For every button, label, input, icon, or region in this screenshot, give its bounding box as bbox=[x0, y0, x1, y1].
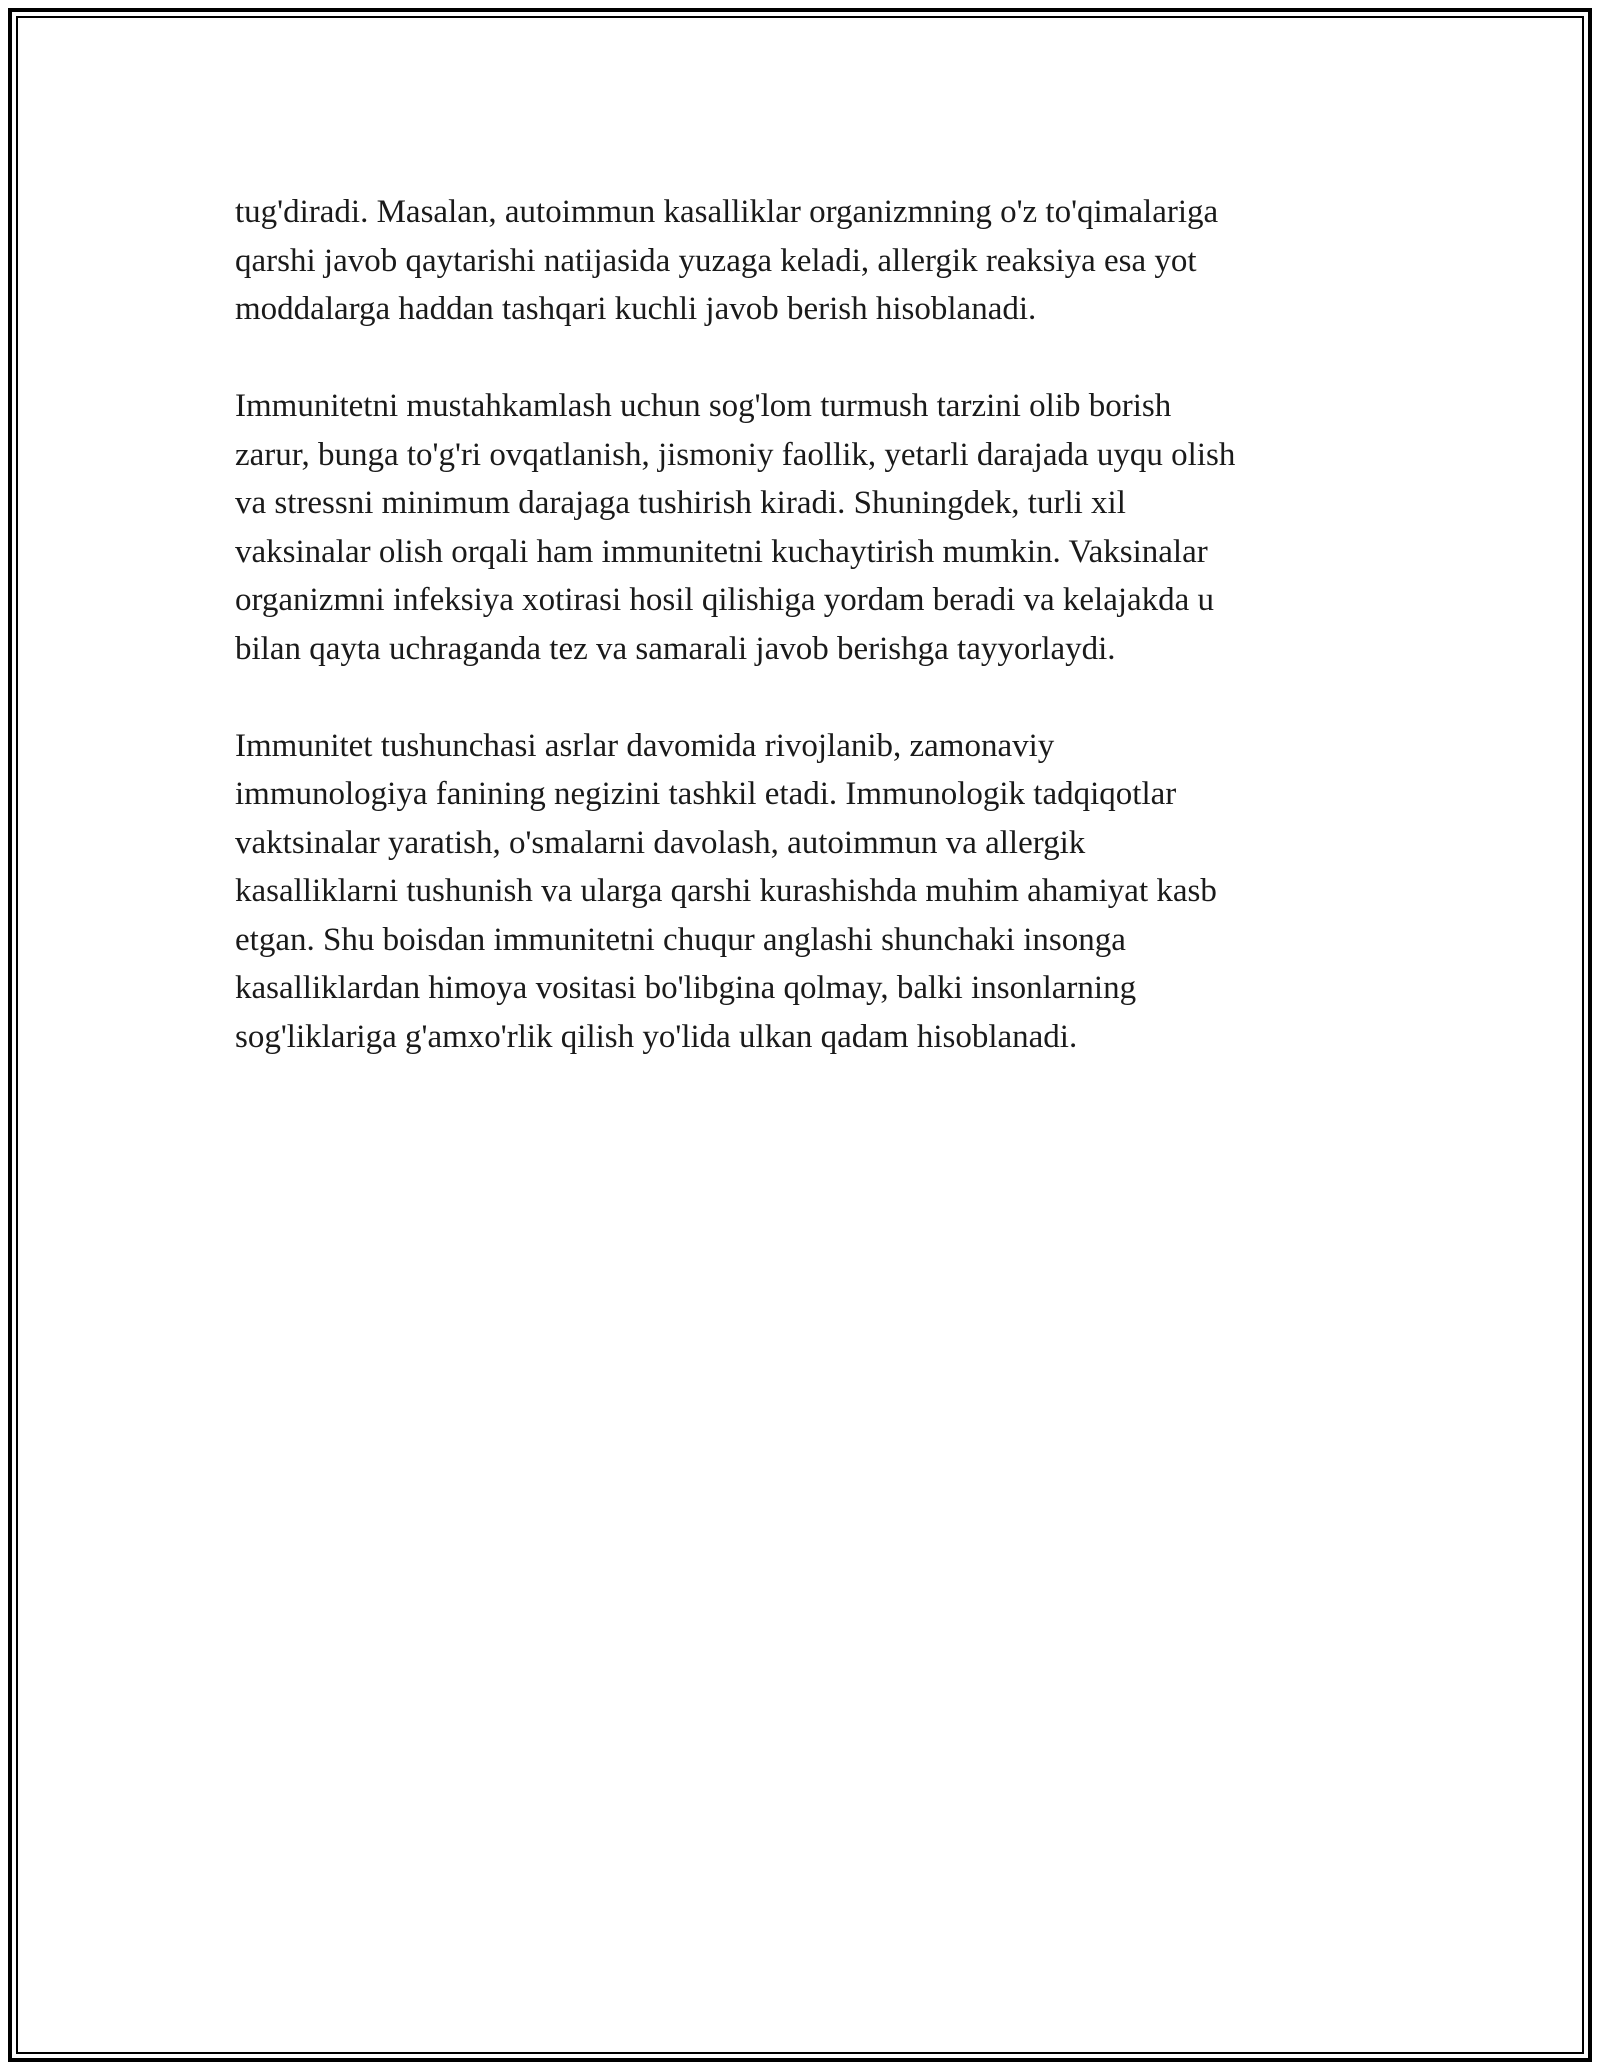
text-line: va stressni minimum darajaga tushirish kiradi. Shuningdek, turli xil bbox=[235, 485, 1126, 521]
text-line: kasalliklarni tushunish va ularga qarshi kurashishda muhim ahamiyat kasb bbox=[235, 873, 1217, 909]
text-line: moddalarga haddan tashqari kuchli javob berish hisoblanadi. bbox=[235, 291, 1037, 327]
text-line: Immunitet tushunchasi asrlar davomida rivojlanib, zamonaviy bbox=[235, 727, 1055, 764]
text-line: etgan. Shu boisdan immunitetni chuqur anglashi shunchaki insonga bbox=[235, 921, 1126, 958]
paragraph-1 bbox=[235, 188, 1375, 334]
text-line: immunologiya fanining negizini tashkil etadi. Immunologik tadqiqotlar bbox=[235, 776, 1177, 812]
paragraph-3 bbox=[235, 722, 1375, 1062]
text-line: tug'diradi. Masalan, autoimmun kasalliklar organizmning o'z to'qimalariga bbox=[235, 194, 1219, 230]
text-line: kasalliklardan himoya vositasi bo'libgina qolmay, balki insonlarning bbox=[235, 970, 1137, 1006]
text-line: vaktsinalar yaratish, o'smalarni davolash, autoimmun va allergik bbox=[235, 824, 1086, 861]
text-line: qarshi javob qaytarishi natijasida yuzaga keladi, allergik reaksiya esa yot bbox=[235, 242, 1197, 279]
text-line: vaksinalar olish orqali ham immunitetni kuchaytirish mumkin. Vaksinalar bbox=[235, 533, 1208, 570]
text-line: bilan qayta uchraganda tez va samarali javob berishga tayyorlaydi. bbox=[235, 630, 1116, 667]
text-line: zarur, bunga to'g'ri ovqatlanish, jismoniy faollik, yetarli darajada uyqu olish bbox=[235, 436, 1236, 473]
text-line: organizmni infeksiya xotirasi hosil qilishiga yordam beradi va kelajakda u bbox=[235, 582, 1215, 618]
document-body bbox=[235, 188, 1375, 1110]
text-line: sog'liklariga g'amxo'rlik qilish yo'lida ulkan qadam hisoblanadi. bbox=[235, 1018, 1078, 1055]
text-line: Immunitetni mustahkamlash uchun sog'lom turmush tarzini olib borish bbox=[235, 388, 1172, 424]
paragraph-2 bbox=[235, 382, 1375, 673]
